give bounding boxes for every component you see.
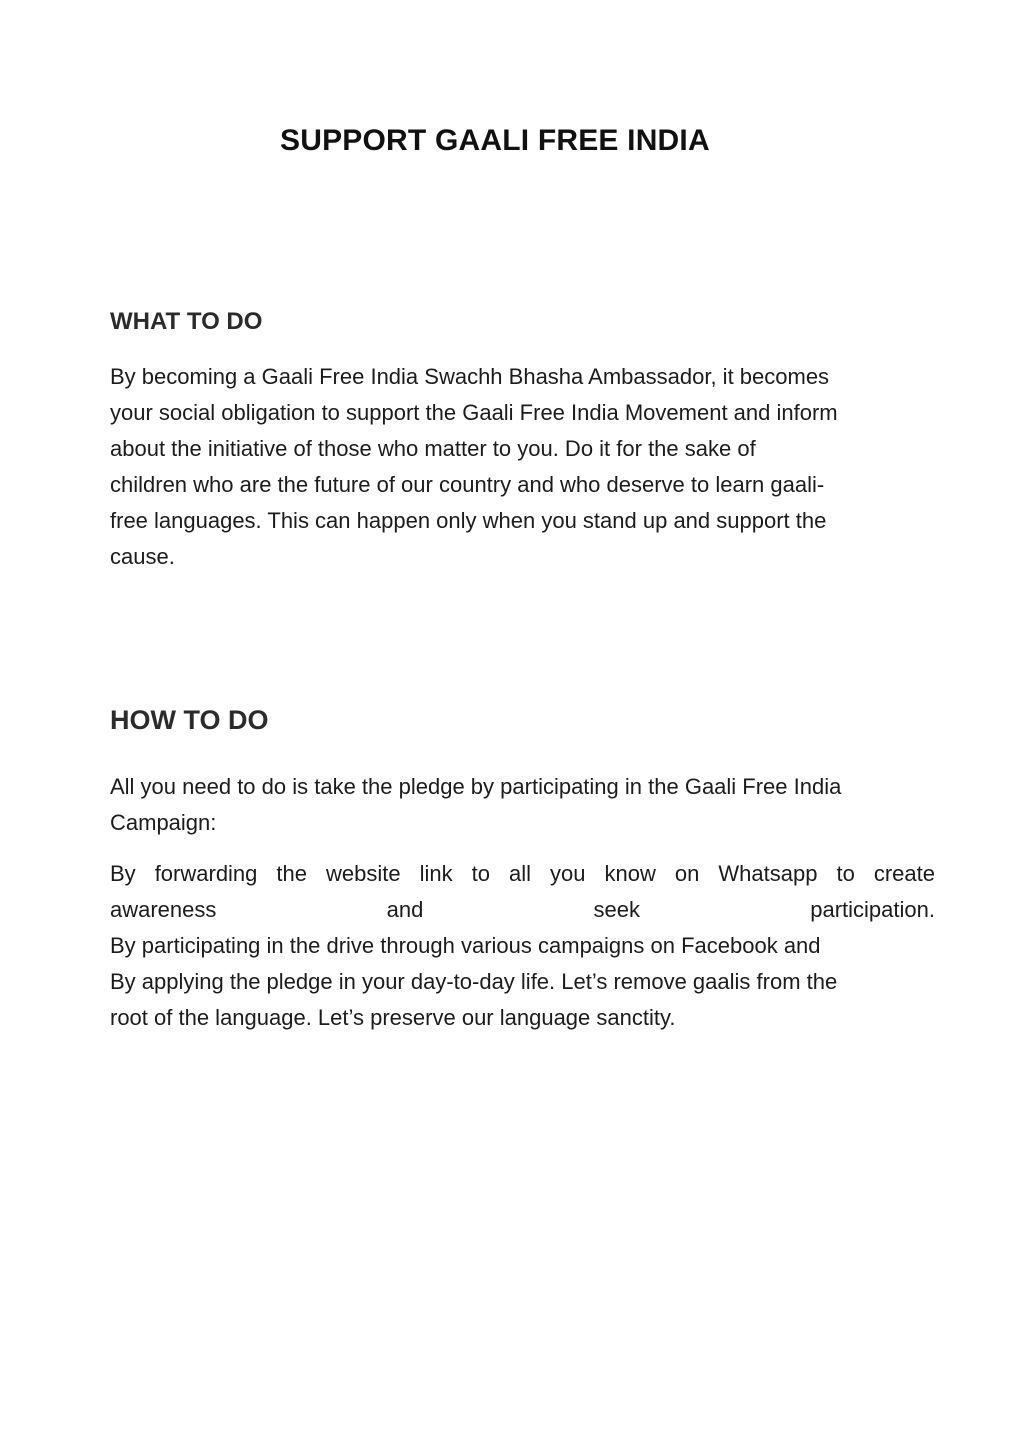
paragraph-line: root of the language. Let’s preserve our language sanctity. bbox=[110, 1005, 676, 1030]
paragraph-line: awareness and seek participation. bbox=[110, 897, 935, 922]
paragraph-line: children who are the future of our country and who deserve to learn gaali- bbox=[110, 472, 825, 497]
paragraph-line: Campaign: bbox=[110, 810, 217, 835]
paragraph-line: your social obligation to support the Gaali Free India Movement and inform bbox=[110, 400, 838, 425]
page-title: SUPPORT GAALI FREE INDIA bbox=[280, 124, 710, 157]
what-to-do-paragraph bbox=[110, 359, 955, 575]
paragraph-line: By becoming a Gaali Free India Swachh Bhasha Ambassador, it becomes bbox=[110, 364, 830, 389]
paragraph-line: By participating in the drive through various campaigns on Facebook and bbox=[110, 933, 821, 958]
paragraph-line: By applying the pledge in your day-to-day life. Let’s remove gaalis from the bbox=[110, 969, 838, 994]
how-to-do-body-paragraph bbox=[110, 856, 935, 1036]
paragraph-line: By forwarding the website link to all you know on Whatsapp to create bbox=[110, 861, 935, 886]
how-to-do-intro-paragraph bbox=[110, 769, 935, 841]
paragraph-line: cause. bbox=[110, 544, 175, 569]
paragraph-line: free languages. This can happen only when you stand up and support the bbox=[110, 508, 827, 533]
section-heading-what-to-do: WHAT TO DO bbox=[110, 308, 263, 335]
section-heading-how-to-do: HOW TO DO bbox=[110, 705, 269, 735]
paragraph-line: about the initiative of those who matter to you. Do it for the sake of bbox=[110, 436, 756, 461]
paragraph-line: All you need to do is take the pledge by participating in the Gaali Free India bbox=[110, 774, 842, 799]
